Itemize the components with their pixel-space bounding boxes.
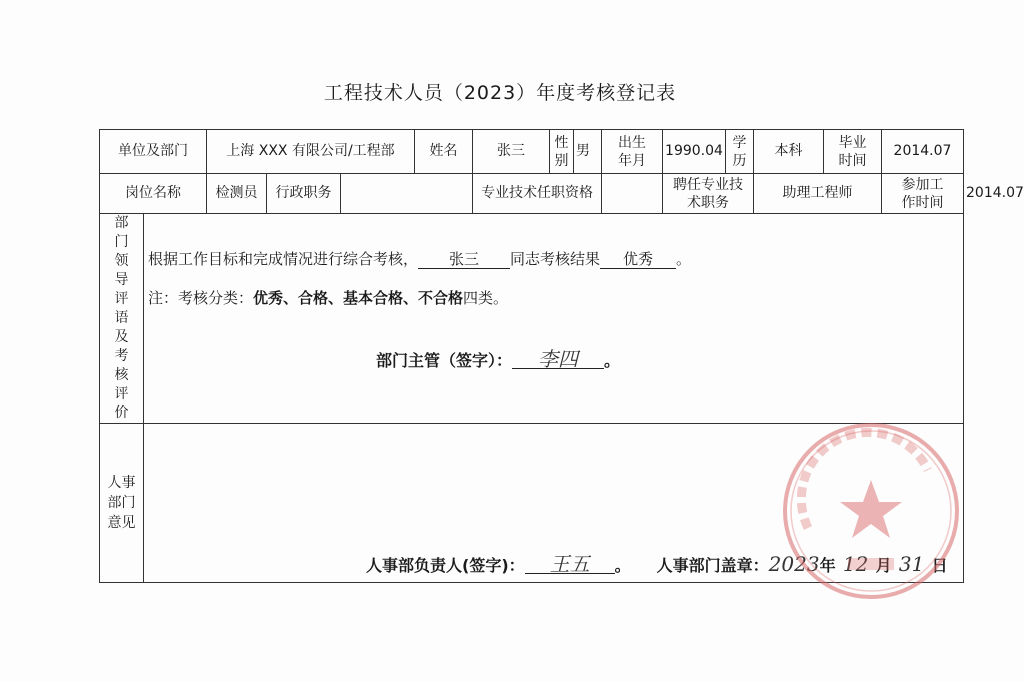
unit-label: 单位及部门 bbox=[100, 130, 207, 174]
manager-sign-label: 部门主管（签字）： bbox=[376, 351, 513, 370]
section1-label-text: 部门领导评语及考核评价 bbox=[114, 215, 129, 421]
post-label: 岗位名称 bbox=[100, 174, 207, 214]
date-day-unit: 日 bbox=[931, 556, 948, 575]
section2-label bbox=[100, 424, 144, 583]
sentence-part-b: 同志考核结果 bbox=[510, 250, 601, 268]
grad-value: 2014.07 bbox=[882, 130, 964, 174]
note-part-c: 四类。 bbox=[463, 289, 509, 307]
qual-label: 专业技术任职资格 bbox=[473, 174, 602, 214]
table-row bbox=[100, 424, 964, 583]
hr-sign-end: 。 bbox=[614, 556, 631, 575]
note-part-b: 优秀、合格、基本合格、不合格 bbox=[253, 289, 464, 307]
assessment-note bbox=[148, 290, 508, 307]
assessment-sentence bbox=[148, 250, 691, 269]
section2-label-text: 人事部门意见 bbox=[107, 475, 136, 531]
admin-label: 行政职务 bbox=[267, 174, 341, 214]
grad-label-text: 毕业时间 bbox=[838, 134, 867, 169]
edu-label-text: 学历 bbox=[732, 134, 747, 169]
date-year: 2023 bbox=[768, 552, 820, 576]
qual-value bbox=[602, 174, 663, 214]
hired-label-text: 聘任专业技术职务 bbox=[673, 176, 743, 211]
birth-label bbox=[602, 130, 663, 174]
manager-sign-end: 。 bbox=[604, 351, 621, 370]
hr-signature: 王五 bbox=[525, 555, 615, 574]
gender-value: 男 bbox=[574, 130, 602, 174]
unit-value: 上海 XXX 有限公司/工程部 bbox=[207, 130, 415, 174]
gender-label-text: 性别 bbox=[554, 134, 569, 169]
date-day: 31 bbox=[898, 552, 925, 576]
sentence-part-c: 。 bbox=[676, 250, 692, 268]
date-month-unit: 月 bbox=[875, 556, 892, 575]
sentence-part-a: 根据工作目标和完成情况进行综合考核， bbox=[148, 250, 419, 268]
manager-signature: 李四 bbox=[512, 350, 604, 369]
table-row bbox=[100, 130, 964, 174]
hr-seal-label: 人事部门盖章： bbox=[656, 556, 769, 575]
edu-label bbox=[726, 130, 754, 174]
assessment-result: 优秀 bbox=[600, 250, 676, 269]
hired-value: 助理工程师 bbox=[754, 174, 882, 214]
grad-label bbox=[824, 130, 882, 174]
date-month: 12 bbox=[842, 552, 869, 576]
table-row: 岗位名称 检测员 行政职务 专业技术任职资格 聘任专业技术职务 助理工程师 参加工作时间 2014.07 bbox=[100, 174, 964, 214]
edu-value: 本科 bbox=[754, 130, 824, 174]
hr-sign-label: 人事部负责人(签字)： bbox=[366, 556, 525, 575]
gender-label bbox=[550, 130, 574, 174]
assessment-form-table bbox=[99, 129, 1024, 583]
table-row bbox=[100, 214, 964, 424]
hr-signature-line bbox=[366, 552, 948, 576]
birth-value: 1990.04 bbox=[663, 130, 726, 174]
name-value: 张三 bbox=[473, 130, 550, 174]
birth-label-text: 出生年月 bbox=[618, 134, 646, 169]
section2-content bbox=[144, 424, 964, 583]
work-label bbox=[882, 174, 964, 214]
name-label: 姓名 bbox=[415, 130, 473, 174]
person-name: 张三 bbox=[418, 250, 510, 269]
manager-signature-line bbox=[376, 347, 621, 371]
work-label-text: 参加工作时间 bbox=[901, 176, 944, 211]
post-value: 检测员 bbox=[207, 174, 267, 214]
date-year-unit: 年 bbox=[819, 556, 836, 575]
form-title: 工程技术人员（2023）年度考核登记表 bbox=[323, 82, 677, 104]
hired-label bbox=[663, 174, 754, 214]
note-part-a: 注：考核分类： bbox=[148, 289, 254, 307]
admin-value bbox=[341, 174, 473, 214]
section1-content bbox=[144, 214, 964, 424]
section1-label bbox=[100, 214, 144, 424]
